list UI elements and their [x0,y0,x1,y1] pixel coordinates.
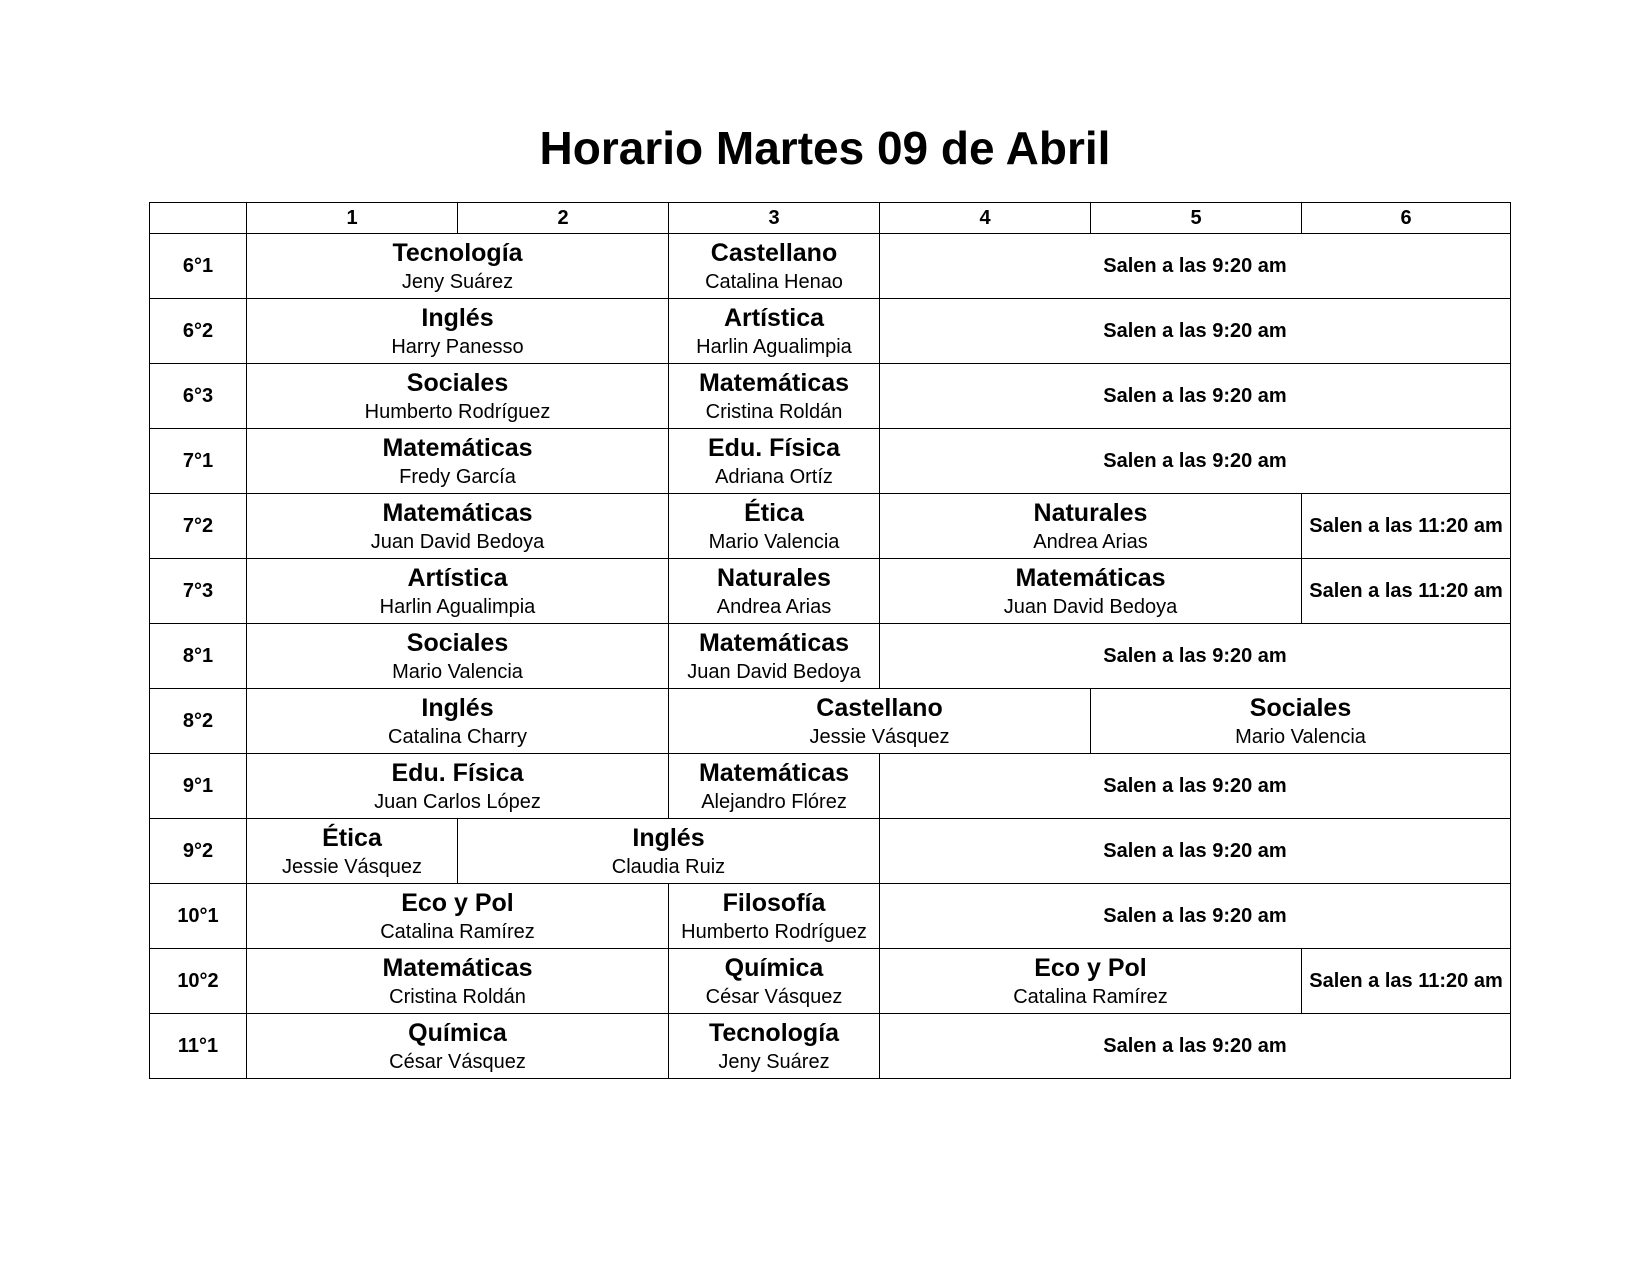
class-cell [247,949,669,1014]
teacher-name: Cristina Roldán [705,400,843,423]
teacher-name: Juan David Bedoya [370,530,545,553]
class-cell [458,819,880,884]
dismissal-note: Salen a las 9:20 am [880,429,1511,494]
grade-cell: 8°2 [150,689,247,754]
subject-name: Naturales [717,563,831,592]
teacher-name: Jessie Vásquez [281,855,423,878]
grade-cell: 7°3 [150,559,247,624]
teacher-name: Catalina Charry [388,725,527,748]
class-cell [247,299,669,364]
subject-name: Ética [744,498,804,527]
dismissal-note: Salen a las 9:20 am [880,234,1511,299]
class-cell [669,234,880,299]
subject-name: Química [408,1018,507,1047]
header-corner-cell [150,203,247,234]
subject-name: Matemáticas [698,368,850,397]
subject-name: Castellano [710,238,838,267]
table-row [150,299,1511,364]
dismissal-note: Salen a las 9:20 am [880,624,1511,689]
class-cell [669,364,880,429]
class-cell [247,494,669,559]
header-row [150,203,1511,234]
grade-cell: 6°3 [150,364,247,429]
dismissal-note: Salen a las 11:20 am [1302,494,1511,559]
table-row [150,494,1511,559]
subject-name: Matemáticas [382,433,533,462]
class-cell [247,559,669,624]
subject-name: Sociales [406,628,509,657]
period-header-4: 4 [880,203,1091,234]
subject-name: Química [724,953,824,982]
table-row [150,1014,1511,1079]
teacher-name: Juan David Bedoya [1003,595,1178,618]
table-row [150,819,1511,884]
subject-name: Eco y Pol [1034,953,1147,982]
subject-name: Ética [322,823,382,852]
class-cell [247,1014,669,1079]
class-cell [247,689,669,754]
period-header-6: 6 [1302,203,1511,234]
teacher-name: Humberto Rodríguez [681,920,867,943]
teacher-name: Jeny Suárez [401,270,514,293]
class-cell [880,494,1302,559]
subject-name: Inglés [421,303,494,332]
period-header-2: 2 [458,203,669,234]
dismissal-note: Salen a las 9:20 am [880,299,1511,364]
grade-cell: 8°1 [150,624,247,689]
grade-cell: 9°2 [150,819,247,884]
table-row [150,624,1511,689]
grade-cell: 6°1 [150,234,247,299]
dismissal-note: Salen a las 9:20 am [880,364,1511,429]
class-cell [669,494,880,559]
class-cell [247,884,669,949]
table-row [150,689,1511,754]
teacher-name: Jessie Vásquez [809,725,950,748]
teacher-name: Andrea Arias [1033,530,1148,553]
subject-name: Inglés [632,823,705,852]
subject-name: Naturales [1033,498,1148,527]
class-cell [669,429,880,494]
table-row [150,364,1511,429]
subject-name: Matemáticas [382,953,533,982]
subject-name: Artística [407,563,508,592]
class-cell [247,754,669,819]
teacher-name: Mario Valencia [392,660,523,683]
class-cell [880,559,1302,624]
subject-name: Artística [723,303,825,332]
table-row [150,884,1511,949]
subject-name: Eco y Pol [401,888,514,917]
table-row [150,559,1511,624]
teacher-name: César Vásquez [705,985,843,1008]
teacher-name: Andrea Arias [716,595,832,618]
grade-cell: 7°2 [150,494,247,559]
teacher-name: Mario Valencia [1235,725,1366,748]
teacher-name: Mario Valencia [708,530,840,553]
period-header-3: 3 [669,203,880,234]
class-cell [880,949,1302,1014]
subject-name: Matemáticas [698,628,850,657]
period-header-1: 1 [247,203,458,234]
teacher-name: Juan David Bedoya [687,660,861,683]
subject-name: Filosofía [722,888,826,917]
teacher-name: Cristina Roldán [389,985,526,1008]
subject-name: Tecnología [392,238,523,267]
class-cell [669,754,880,819]
class-cell [669,299,880,364]
grade-cell: 6°2 [150,299,247,364]
subject-name: Sociales [1249,693,1352,722]
grade-cell: 9°1 [150,754,247,819]
page-title: Horario Martes 09 de Abril [539,122,1111,174]
dismissal-note: Salen a las 9:20 am [880,884,1511,949]
table-row [150,754,1511,819]
dismissal-note: Salen a las 9:20 am [880,1014,1511,1079]
subject-name: Matemáticas [1015,563,1166,592]
dismissal-note: Salen a las 11:20 am [1302,559,1511,624]
class-cell [247,819,458,884]
class-cell [669,884,880,949]
dismissal-note: Salen a las 11:20 am [1302,949,1511,1014]
grade-cell: 11°1 [150,1014,247,1079]
class-cell [247,429,669,494]
teacher-name: Jeny Suárez [718,1050,830,1073]
class-cell [1091,689,1511,754]
subject-name: Matemáticas [698,758,850,787]
teacher-name: Catalina Henao [705,270,843,293]
teacher-name: César Vásquez [389,1050,526,1073]
teacher-name: Harlin Agualimpia [696,335,852,358]
class-cell [669,949,880,1014]
schedule-table [149,202,1511,1079]
dismissal-note: Salen a las 9:20 am [880,819,1511,884]
class-cell [669,559,880,624]
subject-name: Matemáticas [382,498,533,527]
grade-cell: 10°2 [150,949,247,1014]
teacher-name: Harlin Agualimpia [379,595,536,618]
subject-name: Inglés [421,693,494,722]
class-cell [247,624,669,689]
table-row [150,429,1511,494]
teacher-name: Catalina Ramírez [1013,985,1168,1008]
class-cell [247,234,669,299]
grade-cell: 7°1 [150,429,247,494]
subject-name: Sociales [406,368,509,397]
schedule-header [150,203,1511,234]
subject-name: Edu. Física [391,758,524,787]
teacher-name: Claudia Ruiz [611,855,726,878]
period-header-5: 5 [1091,203,1302,234]
grade-cell: 10°1 [150,884,247,949]
teacher-name: Fredy García [399,465,516,488]
class-cell [247,364,669,429]
class-cell [669,689,1091,754]
teacher-name: Catalina Ramírez [380,920,535,943]
teacher-name: Humberto Rodríguez [364,400,551,423]
teacher-name: Juan Carlos López [374,790,541,813]
teacher-name: Adriana Ortíz [715,465,833,488]
dismissal-note: Salen a las 9:20 am [880,754,1511,819]
subject-name: Castellano [816,693,943,722]
teacher-name: Alejandro Flórez [701,790,847,813]
class-cell [669,624,880,689]
subject-name: Tecnología [708,1018,840,1047]
subject-name: Edu. Física [708,433,840,462]
class-cell [669,1014,880,1079]
table-row [150,234,1511,299]
teacher-name: Harry Panesso [391,335,524,358]
table-row [150,949,1511,1014]
schedule-body [150,234,1511,1079]
